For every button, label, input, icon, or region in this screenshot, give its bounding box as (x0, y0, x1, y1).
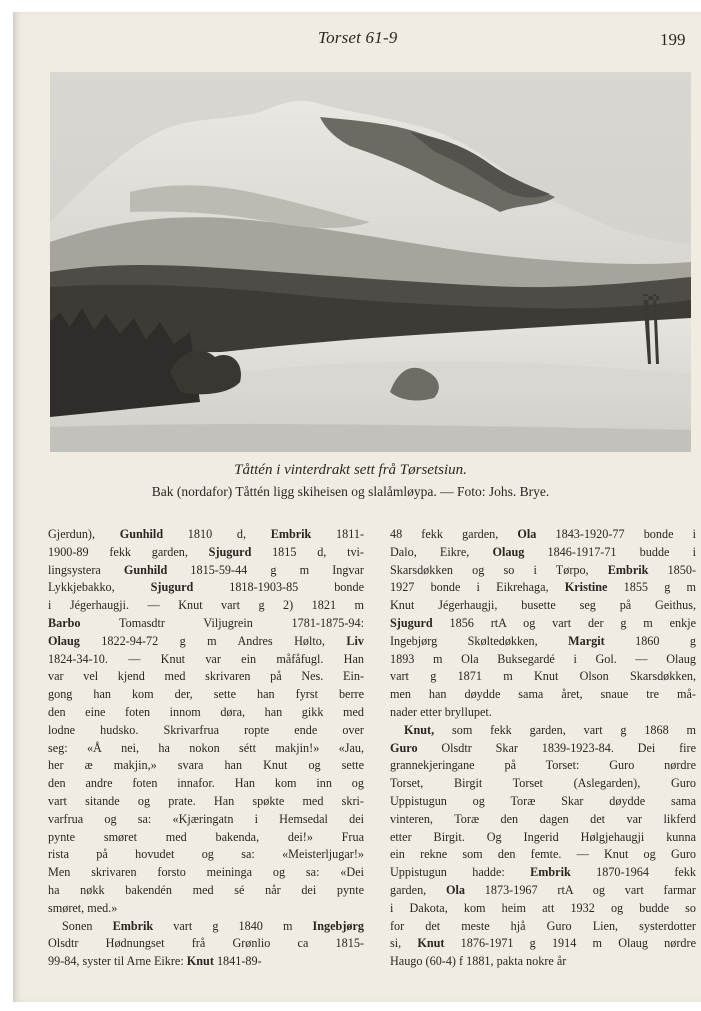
text-run: pynte smøret med bakenda, dei!» Frua (48, 829, 364, 844)
left-text-column (48, 526, 364, 971)
text-run: etter Birgit. Og Ingerid Hølgjehaugji kunna (390, 829, 696, 844)
text-run: Ingebjørg Skøltedøkken, (390, 633, 569, 648)
text-run: Haugo (60-4) f 1881, pakta nokre år (390, 954, 567, 969)
text-run: Olsdtr Hødnungset frå Grønlio ca 1815- (48, 936, 364, 951)
name-bold: Knut, (404, 722, 435, 737)
text-line (48, 740, 364, 758)
text-run: 1873-1967 rtA og vart farmar (464, 882, 696, 897)
name-bold: Sjugurd (390, 615, 433, 630)
text-line (48, 953, 364, 971)
name-bold: Embrik (530, 865, 571, 880)
text-line (390, 846, 696, 864)
photo-caption-credit: Bak (nordafor) Tåttén ligg skiheisen og slalåmløypa. — Foto: Johs. Brye. (151, 484, 550, 499)
text-run: 1870-1964 fekk (570, 865, 696, 880)
text-run: ein rekne som den femte. — Knut og Guro (390, 847, 696, 862)
text-run: seg: «Å nei, ha nokon sétt makjin!» «Jau, (48, 740, 364, 755)
text-run: 1810 d, (163, 527, 271, 541)
text-run: ha nøkk bakendén med sé når dei pynte (48, 882, 364, 897)
name-bold: Knut (417, 936, 445, 951)
text-run: lingsystera (48, 562, 124, 577)
text-line (390, 615, 696, 633)
text-run: 1855 g m (607, 580, 696, 595)
text-run: Skarsdøkken og so i Tørpo, (390, 562, 608, 577)
text-run: rista på hovudet og sa: «Meisterljugar!» (48, 847, 364, 862)
text-line (48, 597, 364, 615)
text-run: 1811- (311, 527, 364, 541)
text-run: 1893 m Ola Buksegardé i Gol. — Olaug (390, 651, 696, 666)
text-line (48, 935, 364, 953)
winter-mountain-photo (50, 72, 691, 452)
text-run: Olsdtr Skar 1839-1923-84. Dei fire (417, 740, 696, 755)
text-run: vart g 1871 m Knut Olson Skarsdøkken, (390, 669, 696, 684)
text-run: 1860 g (604, 633, 696, 648)
text-line (390, 526, 696, 544)
text-run: vart sitande og prate. Han spøkte med skri- (48, 793, 364, 808)
text-line (390, 740, 696, 758)
text-line (48, 668, 364, 686)
name-bold: Ingebjørg (312, 918, 364, 933)
text-line (48, 846, 364, 864)
text-run: vinteren, Toræ den dagen det var likferd (390, 811, 696, 826)
name-bold: Ola (446, 882, 465, 897)
text-line (48, 722, 364, 740)
text-run: gong han kom der, sette han fyrst berre (48, 687, 364, 702)
text-line (48, 544, 364, 562)
text-line (48, 864, 364, 882)
text-line (390, 722, 696, 740)
text-line (48, 793, 364, 811)
text-run: grannekjeringane på Torset: Guro nørdre (390, 758, 696, 773)
name-bold: Guro (390, 740, 418, 755)
name-bold: Margit (568, 633, 605, 648)
text-run: vart g 1840 m (153, 918, 313, 933)
photo-caption-title: Tåttén i vinterdrakt sett frå Tørsetsiun. (234, 462, 467, 478)
text-line (390, 918, 696, 936)
text-run: 48 fekk garden, (390, 527, 518, 541)
text-run: 1841-89- (213, 954, 262, 969)
text-line (390, 668, 696, 686)
text-run: 1850- (648, 562, 696, 577)
page-number: 199 (660, 30, 686, 49)
text-run: den andre foten innafor. Han kom inn og (48, 776, 364, 791)
text-line (48, 882, 364, 900)
name-bold: Embrik (112, 918, 154, 933)
text-line (390, 579, 696, 597)
text-run: 1815-59-44 g m Ingvar (167, 562, 364, 577)
text-line (390, 704, 696, 722)
text-run: den eine foten innom døra, han gikk med (48, 704, 364, 719)
text-run: Sonen (62, 918, 113, 933)
text-line (390, 686, 696, 704)
text-run: Men skrivaren forsto meininga og sa: «Dei (48, 865, 364, 880)
text-line (48, 633, 364, 651)
text-run: Gjerdun), (48, 527, 120, 541)
text-line (390, 793, 696, 811)
name-bold: Olaug (48, 633, 80, 648)
text-run: men han døydde sama året, snaue tre må- (390, 687, 696, 702)
running-title: Torset 61-9 (318, 28, 398, 47)
text-line (390, 953, 696, 971)
text-line (48, 651, 364, 669)
text-run: garden, (390, 882, 447, 897)
name-bold: Embrik (607, 562, 649, 577)
text-run: 1846-1917-71 budde i (524, 544, 696, 559)
text-line (48, 526, 364, 544)
name-bold: Barbo (48, 615, 81, 630)
text-line (48, 579, 364, 597)
text-line (390, 935, 696, 953)
text-run: lodne hudsko. Skrivarfrua ropte ende over (48, 722, 364, 737)
text-line (390, 811, 696, 829)
text-run: 1818-1903-85 bonde (193, 580, 364, 595)
text-run: Tomasdtr Viljugrein 1781-1875-94: (80, 615, 364, 630)
text-line (390, 633, 696, 651)
text-run: i Dakota, kom heim att 1932 og budde so (390, 900, 696, 915)
text-line (390, 900, 696, 918)
text-line (48, 757, 364, 775)
text-run: 1815 d, tvi- (251, 544, 364, 559)
text-line (48, 900, 364, 918)
name-bold: Sjugurd (208, 544, 252, 559)
text-line (390, 757, 696, 775)
text-line (48, 775, 364, 793)
text-run: 1824-34-10. — Knut var ein måfåfugl. Han (48, 651, 364, 666)
name-bold: Olaug (492, 544, 525, 559)
name-bold: Liv (346, 633, 364, 648)
text-run: smøret, med.» (48, 900, 118, 915)
text-run: 1822-94-72 g m Andres Hølto, (79, 633, 347, 648)
text-run: 1856 rtA og vart der g m enkje (432, 615, 696, 630)
text-run: her æ makjin,» svara han Knut og sette (48, 758, 364, 773)
text-run: 1927 bonde i Eikrehaga, (390, 580, 565, 595)
text-run: 1843-1920-77 bonde i (536, 527, 696, 541)
text-line (390, 864, 696, 882)
name-bold: Embrik (270, 527, 312, 541)
name-bold: Sjugurd (150, 580, 194, 595)
text-line (48, 829, 364, 847)
text-run: Dalo, Eikre, (390, 544, 493, 559)
text-line (48, 615, 364, 633)
name-bold: Kristine (564, 580, 608, 595)
text-run: 99-84, syster til Arne Eikre: (48, 954, 187, 969)
right-text-column (390, 526, 696, 971)
text-run: si, (390, 936, 418, 951)
name-bold: Gunhild (119, 527, 164, 541)
text-run: Uppistugun og Toræ Skar døydde sama (390, 793, 696, 808)
text-line (390, 882, 696, 900)
text-line (390, 597, 696, 615)
text-run: Uppistugun hadde: (390, 865, 531, 880)
text-line (390, 829, 696, 847)
name-bold: Ola (517, 527, 537, 541)
text-line (390, 562, 696, 580)
text-line (48, 918, 364, 936)
text-run: Lykkjebakko, (48, 580, 151, 595)
text-run: Torset, Birgit Torset (Aslegarden), Guro (390, 776, 696, 791)
text-line (48, 811, 364, 829)
name-bold: Gunhild (123, 562, 168, 577)
name-bold: Knut (186, 954, 214, 969)
text-run: 1876-1971 g 1914 m Olaug nørdre (444, 936, 696, 951)
text-run: nader etter bryllupet. (390, 704, 492, 719)
text-run: for det meste hjå Guro Lien, systerdotter (390, 918, 696, 933)
text-line (390, 544, 696, 562)
text-line (390, 775, 696, 793)
text-run: Knut Jégerhaugji, busette seg på Geithus, (390, 598, 696, 613)
text-run: 1900-89 fekk garden, (48, 544, 209, 559)
text-run: i Jégerhaugji. — Knut vart g 2) 1821 m (48, 598, 364, 613)
text-run: varfrua og sa: «Kjæringatn i Hemsedal dei (48, 811, 364, 826)
text-line (390, 651, 696, 669)
text-line (48, 562, 364, 580)
text-run: var vel kjend med skrivaren på Nes. Ein- (48, 669, 364, 684)
text-line (48, 704, 364, 722)
text-run: som fekk garden, vart g 1868 m (434, 722, 696, 737)
text-line (48, 686, 364, 704)
